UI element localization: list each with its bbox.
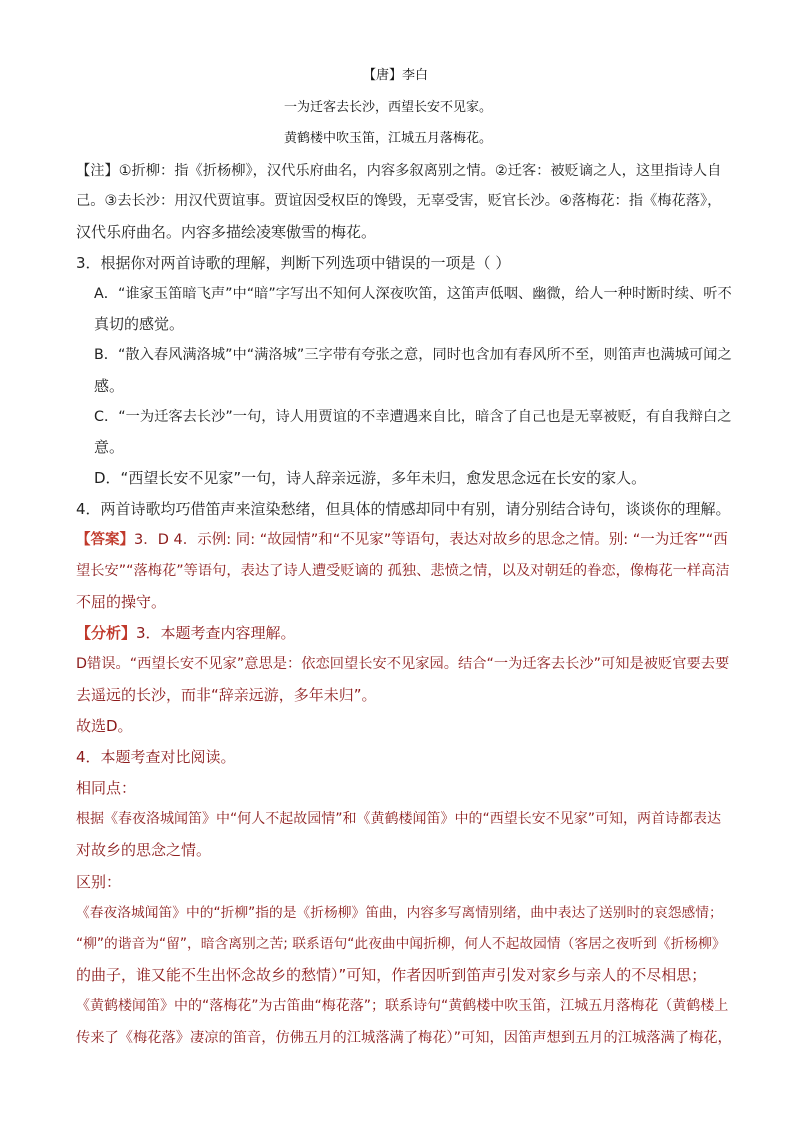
answer-line-2: 望长安”“落梅花”等语句，表达了诗人遭受贬谪的 孤独、悲愤之情，以及对朝廷的眷恋，像梅花一样高洁	[76, 563, 730, 579]
answer-text-1: 3．D 4．示例: 同: “故园情”和“不见家”等语句，表达对故乡的思念之情。别: “一为迁客”“西	[134, 532, 728, 548]
analysis-line-10: 《春夜洛城闻笛》中的“折柳”指的是《折杨柳》笛曲，内容多写离情别绪，曲中表达了送别时的哀怨感情；	[76, 905, 723, 921]
option-b-line-2: 感。	[94, 377, 125, 395]
option-c-line-1: C．“一为迁客去长沙”一句，诗人用贾谊的不幸遭遇来自比，暗含了自己也是无辜被贬，有自我辩白之	[94, 409, 732, 425]
analysis-line-14: 传来了《梅花落》凄凉的笛音，仿佛五月的江城落满了梅花）”可知，因笛声想到五月的江城落满了梅花，	[76, 1030, 732, 1046]
option-a-line-1: A．“谁家玉笛暗飞声”中“暗”字写出不知何人深夜吹笛，这笛声低咽、幽微，给人一种时断时续、听不	[94, 286, 732, 302]
question-3-stem: 3．根据你对两首诗歌的理解，判断下列选项中错误的一项是（ ）	[76, 254, 511, 272]
analysis-line-13: 《黄鹤楼闻笛》中的“落梅花”为古笛曲“梅花落”；联系诗句“黄鹤楼中吹玉笛，江城五月落梅花（黄鹤楼上	[76, 998, 729, 1014]
analysis-line-12: 的曲子，谁又能不生出怀念故乡的愁情）”可知，作者因听到笛声引发对家乡与亲人的不尽相思；	[76, 966, 707, 984]
analysis-line-5: 4．本题考查对比阅读。	[76, 748, 236, 766]
analysis-line-1	[76, 623, 296, 643]
answer-line-3: 不屈的操守。	[76, 593, 167, 611]
analysis-line-7: 根据《春夜洛城闻笛》中“何人不起故园情”和《黄鹤楼闻笛》中的“西望长安不见家”可知，两首诗都表达	[76, 811, 722, 827]
notes-line-1: 【注】①折柳：指《折杨柳》，汉代乐府曲名，内容多叙离别之情。②迁客：被贬谪之人，这里指诗人自	[76, 163, 722, 179]
answer-tag: 【答案】	[76, 532, 134, 548]
analysis-line-11: “柳”的谐音为“留”，暗含离别之苦; 联系语句“此夜曲中闻折柳，何人不起故园情（客居之夜听到《折杨柳》	[76, 936, 726, 952]
analysis-line-8: 对故乡的思念之情。	[76, 841, 212, 859]
poem-author-line: 【唐】李白	[363, 68, 429, 83]
poem-line-1: 一为迁客去长沙，西望长安不见家。	[284, 100, 493, 115]
poem-line-2: 黄鹤楼中吹玉笛，江城五月落梅花。	[284, 131, 493, 146]
analysis-line-3: 去遥远的长沙，而非“辞亲远游，多年未归”。	[76, 686, 377, 704]
answer-line-1	[76, 530, 728, 550]
notes-line-2: 己。③去长沙：用汉代贾谊事。贾谊因受权臣的馋毁，无辜受害，贬官长沙。④落梅花：指《梅花落》，	[76, 193, 722, 209]
analysis-tag: 【分析】	[76, 624, 137, 642]
option-b-line-1: B．“散入春风满洛城”中“满洛城”三字带有夸张之意，同时也含加有春风所不至，则笛声也满城可闻之	[94, 347, 732, 363]
notes-line-3: 汉代乐府曲名。内容多描绘凌寒傲雪的梅花。	[76, 223, 377, 241]
option-c-line-2: 意。	[94, 438, 125, 456]
analysis-line-9: 区别：	[76, 873, 122, 891]
analysis-text-1: 3．本题考查内容理解。	[136, 624, 296, 642]
question-4-stem: 4．两首诗歌均巧借笛声来渲染愁绪，但具体的情感却同中有别，请分别结合诗句，谈谈你的理解。	[76, 500, 731, 518]
option-d-line-1: D．“西望长安不见家”一句，诗人辞亲远游，多年未归，愈发思念远在长安的家人。	[94, 469, 647, 487]
analysis-line-4: 故选D。	[76, 717, 133, 735]
analysis-line-6: 相同点：	[76, 779, 137, 797]
analysis-line-2: D错误。“西望长安不见家”意思是：依恋回望长安不见家园。结合“一为迁客去长沙”可知是被贬官要去要	[76, 656, 730, 672]
option-a-line-2: 真切的感觉。	[94, 315, 185, 333]
